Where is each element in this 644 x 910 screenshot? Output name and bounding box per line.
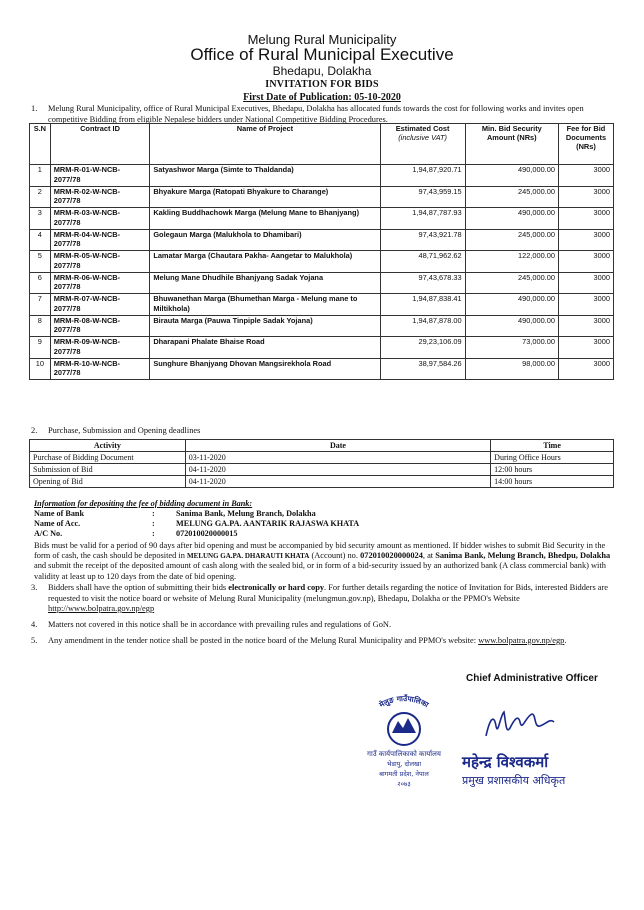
egp-link[interactable]: http://www.bolpatra.gov.np/egp [48, 604, 155, 613]
bid-project-name: Bhuwanethan Marga (Bhumethan Marga - Melung mane to Miltikhola) [150, 294, 380, 316]
bank-row [34, 509, 359, 519]
bid-row [30, 165, 614, 187]
municipality-seal [348, 681, 460, 793]
bid-contract-id: MRM-R-07-W-NCB-2077/78 [50, 294, 150, 316]
seal-province-text: बागमती प्रदेश, नेपाल [379, 770, 429, 778]
bid-sn: 9 [30, 337, 51, 359]
bank-colon: : [152, 529, 155, 538]
bid-doc-fee: 3000 [558, 337, 613, 359]
deadline-activity: Opening of Bid [30, 476, 186, 488]
section-3-part: . For further details regarding the notice of Invitation for Bids, interested Bidders are requested to visit the notice board or website of Melung Rural Municipality (melungmun.gov.np), Bhedapu, Dolakha or the PPMO's Website [48, 583, 609, 603]
designation-english: Chief Administrative Officer [466, 673, 598, 684]
seal-year-text: २०७३ [397, 780, 411, 788]
bid-estimated-cost: 1,94,87,838.41 [380, 294, 465, 316]
section-3-part: Bidders shall have the option of submitting their bids [48, 583, 229, 592]
bid-contract-id: MRM-R-06-W-NCB-2077/78 [50, 272, 150, 294]
bid-project-name: Golegaun Marga (Malukhola to Dhamibari) [150, 229, 380, 251]
bid-row [30, 272, 614, 294]
col-bid-security: Min. Bid Security Amount (NRs) [465, 124, 558, 165]
municipality-name: Melung Rural Municipality [247, 32, 397, 47]
bid-estimated-cost: 1,94,87,787.93 [380, 208, 465, 230]
bank-key: Name of Bank [34, 509, 85, 518]
deadline-time: 12:00 hours [491, 464, 614, 476]
bid-project-name: Dharapani Phalate Bhaise Road [150, 337, 380, 359]
bid-estimated-cost: 38,97,584.26 [380, 358, 465, 380]
office-location: Bhedapu, Dolakha [272, 64, 372, 78]
bid-sn: 6 [30, 272, 51, 294]
bid-project-name: Melung Mane Dhudhile Bhanjyang Sadak Yojana [150, 272, 380, 294]
bid-doc-fee: 3000 [558, 208, 613, 230]
seal-office-text: गाउँ कार्यपालिकाको कार्यालय [367, 750, 441, 758]
bid-doc-fee: 3000 [558, 272, 613, 294]
bid-sn: 1 [30, 165, 51, 187]
section-5-text [48, 636, 614, 647]
col-project-name: Name of Project [150, 124, 380, 165]
bid-doc-fee: 3000 [558, 315, 613, 337]
deadline-time: 14:00 hours [491, 476, 614, 488]
deadline-date: 04-11-2020 [185, 464, 490, 476]
bid-project-name: Kakling Buddhachowk Marga (Melung Mane to Bhanjyang) [150, 208, 380, 230]
col-sn: S.N [30, 124, 51, 165]
col-date: Date [185, 440, 490, 452]
bid-row [30, 229, 614, 251]
deadlines-table [29, 439, 614, 488]
seal-top-text: मेलुङ गाउँपालिका [377, 693, 431, 710]
deadlines-header [30, 440, 614, 452]
section-5-number: 5. [31, 636, 38, 645]
bid-estimated-cost: 1,94,87,878.00 [380, 315, 465, 337]
bid-security-amount: 490,000.00 [465, 315, 558, 337]
col-estimated-cost [380, 124, 465, 165]
bid-contract-id: MRM-R-04-W-NCB-2077/78 [50, 229, 150, 251]
bid-security-amount: 245,000.00 [465, 186, 558, 208]
bank-key: A/C No. [34, 529, 63, 538]
bid-sn: 8 [30, 315, 51, 337]
col-doc-fee: Fee for Bid Documents (NRs) [558, 124, 613, 165]
section-4-text: Matters not covered in this notice shall be in accordance with prevailing rules and regulations of GoN. [48, 620, 392, 629]
bank-colon: : [152, 519, 155, 528]
bid-security-amount: 490,000.00 [465, 208, 558, 230]
bid-project-name: Bhyakure Marga (Ratopati Bhyakure to Charange) [150, 186, 380, 208]
bid-contract-id: MRM-R-02-W-NCB-2077/78 [50, 186, 150, 208]
bid-estimated-cost: 97,43,678.33 [380, 272, 465, 294]
bank-row [34, 519, 359, 529]
note-text: and submit the receipt of the deposited amount of cash along with the sealed bid, or in form of a bid-security issued by an authorized bank (A class commercial bank) with validity at least up to 120 days from the date of bid opening. [34, 561, 606, 581]
section-5-part: Any amendment in the tender notice shall be posted in the notice board of the Melung Rural Municipality and PPMO's website: [48, 636, 479, 645]
bank-value: 072010020000015 [176, 529, 238, 538]
bid-row [30, 358, 614, 380]
bid-row [30, 251, 614, 273]
bid-project-name: Satyashwor Marga (Simte to Thaldanda) [150, 165, 380, 187]
bid-security-amount: 245,000.00 [465, 272, 558, 294]
col-estimated-cost-label: Estimated Cost [395, 124, 450, 133]
col-activity: Activity [30, 440, 186, 452]
bid-row [30, 337, 614, 359]
section-2-text: Purchase, Submission and Opening deadlines [48, 426, 201, 435]
deadline-date: 04-11-2020 [185, 476, 490, 488]
bid-sn: 5 [30, 251, 51, 273]
bank-info-heading: Information for depositing the fee of bidding document in Bank: [34, 499, 253, 508]
bid-estimated-cost: 97,43,959.15 [380, 186, 465, 208]
bid-contract-id: MRM-R-08-W-NCB-2077/78 [50, 315, 150, 337]
note-text: Bids must be valid for a period of 90 days after bid opening and must be accompanied by bid security amount as mentioned. If bidder wishes to submit Bid Security in the form of cash, the cash should be deposited in [34, 541, 606, 561]
bank-colon: : [152, 509, 155, 518]
seal-arc-text [377, 694, 431, 710]
signer-name: महेन्द्र विश्वकर्मा [462, 753, 549, 771]
col-contract-id: Contract ID [50, 124, 150, 165]
seal-place-text: भेडापु, दोलखा [386, 760, 422, 768]
bid-estimated-cost: 29,23,106.09 [380, 337, 465, 359]
bid-security-amount: 73,000.00 [465, 337, 558, 359]
bid-doc-fee: 3000 [558, 229, 613, 251]
deadline-activity: Submission of Bid [30, 464, 186, 476]
bid-contract-id: MRM-R-01-W-NCB-2077/78 [50, 165, 150, 187]
bid-project-name: Birauta Marga (Pauwa Tinpiple Sadak Yojana) [150, 315, 380, 337]
deadline-row [30, 452, 614, 464]
bank-key: Name of Acc. [34, 519, 81, 528]
deadline-date: 03-11-2020 [185, 452, 490, 464]
office-title: Office of Rural Municipal Executive [190, 45, 454, 64]
bid-row [30, 315, 614, 337]
bid-doc-fee: 3000 [558, 186, 613, 208]
col-estimated-cost-note: (inclusive VAT) [398, 133, 447, 142]
bolpatra-link[interactable]: www.bolpatra.gov.np/egp [478, 636, 565, 645]
col-time: Time [491, 440, 614, 452]
section-1-text: Melung Rural Municipality, office of Rural Municipal Executives, Bhedapu, Dolakha has allocated funds towards the cost for following works and invites open competitive Bidding from eligible Nepalese bidders under National Competitive Bidding Procedures. [48, 104, 584, 124]
bid-doc-fee: 3000 [558, 165, 613, 187]
signer-title: प्रमुख प्रशासकीय अधिकृत [462, 774, 566, 787]
bank-info [34, 499, 359, 539]
bids-table [29, 123, 614, 380]
section-1-number: 1. [31, 104, 38, 113]
section-2-number: 2. [31, 426, 38, 435]
deadline-time: During Office Hours [491, 452, 614, 464]
bid-doc-fee: 3000 [558, 358, 613, 380]
publication-date: First Date of Publication: 05-10-2020 [243, 92, 401, 103]
note-account-number: 072010020000024 [360, 551, 423, 561]
bids-table-header [30, 124, 614, 165]
bid-contract-id: MRM-R-03-W-NCB-2077/78 [50, 208, 150, 230]
bid-project-name: Sunghure Bhanjyang Dhovan Mangsirekhola Road [150, 358, 380, 380]
note-account-name: MELUNG GA.PA. DHARAUTI KHATA [187, 552, 310, 561]
bid-security-amount: 245,000.00 [465, 229, 558, 251]
bank-row [34, 529, 359, 539]
handwritten-signature [480, 706, 560, 744]
bid-row [30, 294, 614, 316]
bid-contract-id: MRM-R-10-W-NCB-2077/78 [50, 358, 150, 380]
bank-value: MELUNG GA.PA. AANTARIK RAJASWA KHATA [176, 519, 360, 528]
bid-estimated-cost: 97,43,921.78 [380, 229, 465, 251]
bid-doc-fee: 3000 [558, 251, 613, 273]
section-5-end: . [564, 636, 567, 645]
bid-sn: 2 [30, 186, 51, 208]
section-3-number: 3. [31, 583, 38, 592]
seal-mountain-icon [392, 718, 416, 733]
section-3-bold: electronically or hard copy [228, 583, 325, 592]
bid-contract-id: MRM-R-09-W-NCB-2077/78 [50, 337, 150, 359]
bid-row [30, 208, 614, 230]
bank-value: Sanima Bank, Melung Branch, Dolakha [176, 509, 316, 518]
bid-sn: 3 [30, 208, 51, 230]
deadline-row [30, 464, 614, 476]
bid-row [30, 186, 614, 208]
bid-sn: 7 [30, 294, 51, 316]
section-4-number: 4. [31, 620, 38, 629]
bid-project-name: Lamatar Marga (Chautara Pakha- Aangetar to Malukhola) [150, 251, 380, 273]
deadline-row [30, 476, 614, 488]
bid-doc-fee: 3000 [558, 294, 613, 316]
bid-security-amount: 490,000.00 [465, 165, 558, 187]
note-bank: Sanima Bank, Melung Branch, Bhedpu, Dolakha [435, 551, 611, 561]
deadline-activity: Purchase of Bidding Document [30, 452, 186, 464]
notice-title: INVITATION FOR BIDS [265, 79, 379, 90]
bid-estimated-cost: 48,71,962.62 [380, 251, 465, 273]
signature-stroke [486, 712, 554, 736]
bid-contract-id: MRM-R-05-W-NCB-2077/78 [50, 251, 150, 273]
bid-security-note [34, 541, 614, 582]
bid-sn: 10 [30, 358, 51, 380]
note-text: (Account) no. [309, 551, 361, 561]
bid-security-amount: 490,000.00 [465, 294, 558, 316]
section-3-text [48, 583, 614, 615]
bid-sn: 4 [30, 229, 51, 251]
bid-security-amount: 98,000.00 [465, 358, 558, 380]
note-text: , at [422, 551, 436, 561]
bid-security-amount: 122,000.00 [465, 251, 558, 273]
bid-estimated-cost: 1,94,87,920.71 [380, 165, 465, 187]
